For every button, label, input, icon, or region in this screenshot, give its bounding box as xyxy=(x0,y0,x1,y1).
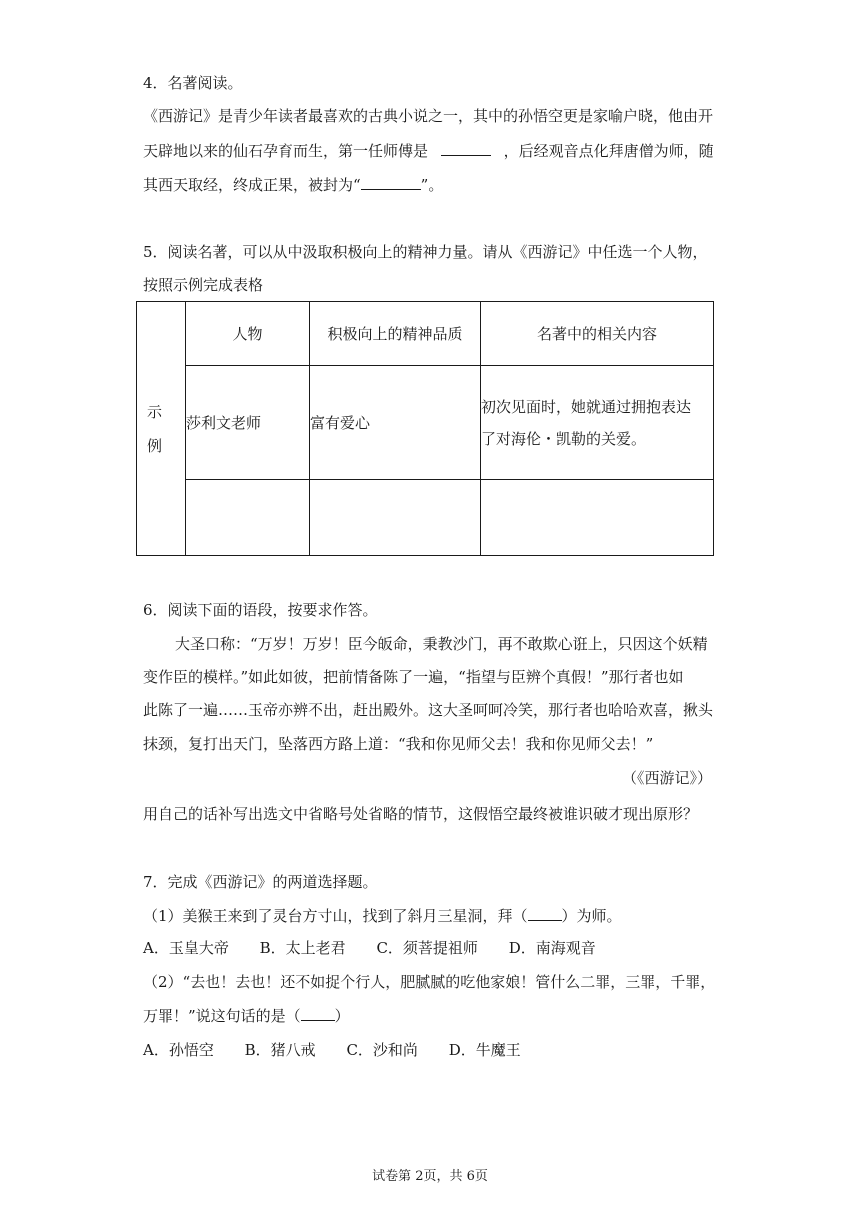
q4-line-3b: ”。 xyxy=(420,176,444,194)
header-person: 人物 xyxy=(186,302,310,366)
option-2c[interactable]: C．沙和尚 xyxy=(346,1041,418,1059)
answer-blank-q7-1[interactable] xyxy=(528,906,562,921)
option-1d[interactable]: D．南海观音 xyxy=(508,939,596,957)
option-1c[interactable]: C．须菩提祖师 xyxy=(376,939,478,957)
header-quality: 积极向上的精神品质 xyxy=(310,302,481,366)
q7-sub1-a: （1）美猴王来到了灵台方寸山，找到了斜月三星洞，拜（ xyxy=(143,907,528,925)
q6-passage-line-3: 此陈了一遍……玉帝亦辨不出，赶出殿外。这大圣呵呵冷笑，那行者也哈哈欢喜，揪头 xyxy=(143,701,714,719)
q7-options-2 xyxy=(143,1040,521,1060)
q7-sub1 xyxy=(143,906,622,926)
q4-line-3a: 其西天取经，终成正果，被封为“ xyxy=(143,176,361,194)
q6-passage-line-1: 大圣口称：“万岁！万岁！臣今皈命，秉教沙门，再不敢欺心诳上，只因这个妖精 xyxy=(175,635,708,653)
q6-title: 6．阅读下面的语段，按要求作答。 xyxy=(143,601,378,619)
q5-line-1: 5．阅读名著，可以从中汲取积极向上的精神力量。请从《西游记》中任选一个人物， xyxy=(143,243,708,261)
option-2a[interactable]: A．孙悟空 xyxy=(143,1041,214,1059)
q4-title: 4．名著阅读。 xyxy=(143,74,243,92)
q6-passage-line-4: 抹颈，复打出天门，坠落西方路上道：“我和你见师父去！我和你见师父去！” xyxy=(143,735,654,753)
q7-options-1 xyxy=(143,938,596,958)
q7-sub2-b: ） xyxy=(334,1007,350,1025)
q4-line-3 xyxy=(143,175,443,195)
q7-title: 7．完成《西游记》的两道选择题。 xyxy=(143,873,378,891)
example-content-cell: 初次见面时，她就通过拥抱表达 了对海伦・凯勒的关爱。 xyxy=(481,366,714,480)
q5-line-2: 按照示例完成表格 xyxy=(143,276,264,294)
q7-sub1-b: ）为师。 xyxy=(561,907,622,925)
answer-blank-title[interactable] xyxy=(361,175,421,190)
answer-content-cell[interactable] xyxy=(481,480,714,556)
option-2d[interactable]: D．牛魔王 xyxy=(448,1041,521,1059)
q4-line-2 xyxy=(143,141,714,161)
q6-question: 用自己的话补写出选文中省略号处省略的情节，这假悟空最终被谁识破才现出原形？ xyxy=(143,805,699,823)
page-footer: 试卷第 2页，共 6页 xyxy=(372,1169,488,1184)
answer-blank-q7-2[interactable] xyxy=(301,1006,335,1021)
q7-sub2-line-2 xyxy=(143,1006,350,1026)
q4-line-1: 《西游记》是青少年读者最喜欢的古典小说之一，其中的孙悟空更是家喻户晓，他由开 xyxy=(143,107,714,125)
answer-blank-teacher[interactable] xyxy=(441,141,491,156)
answer-quality-cell[interactable] xyxy=(310,480,481,556)
character-table xyxy=(136,301,714,556)
answer-person-cell[interactable] xyxy=(186,480,310,556)
example-side-label: 示 例 xyxy=(147,402,163,455)
q6-passage-line-2: 变作臣的模样。”如此如彼，把前情备陈了一遍，“指望与臣辨个真假！”那行者也如 xyxy=(143,668,684,686)
header-content: 名著中的相关内容 xyxy=(481,302,714,366)
q7-sub2-line-1: （2）“去也！去也！还不如捉个行人，肥腻腻的吃他家娘！管什么二罪，三罪，千罪， xyxy=(143,973,716,991)
option-1b[interactable]: B．太上老君 xyxy=(259,939,346,957)
example-quality-cell: 富有爱心 xyxy=(310,366,481,480)
q4-line-2b: ，后经观音点化拜唐僧为师，随 xyxy=(503,142,714,160)
example-side-cell xyxy=(137,302,186,556)
option-2b[interactable]: B．猪八戒 xyxy=(244,1041,316,1059)
option-1a[interactable]: A．玉皇大帝 xyxy=(143,939,229,957)
example-person-cell: 莎利文老师 xyxy=(186,366,310,480)
q7-sub2-a: 万罪！”说这句话的是（ xyxy=(143,1007,301,1025)
q4-line-2a: 天辟地以来的仙石孕育而生，第一任师傅是 xyxy=(143,142,429,160)
q6-source: （《西游记》） xyxy=(621,769,712,787)
